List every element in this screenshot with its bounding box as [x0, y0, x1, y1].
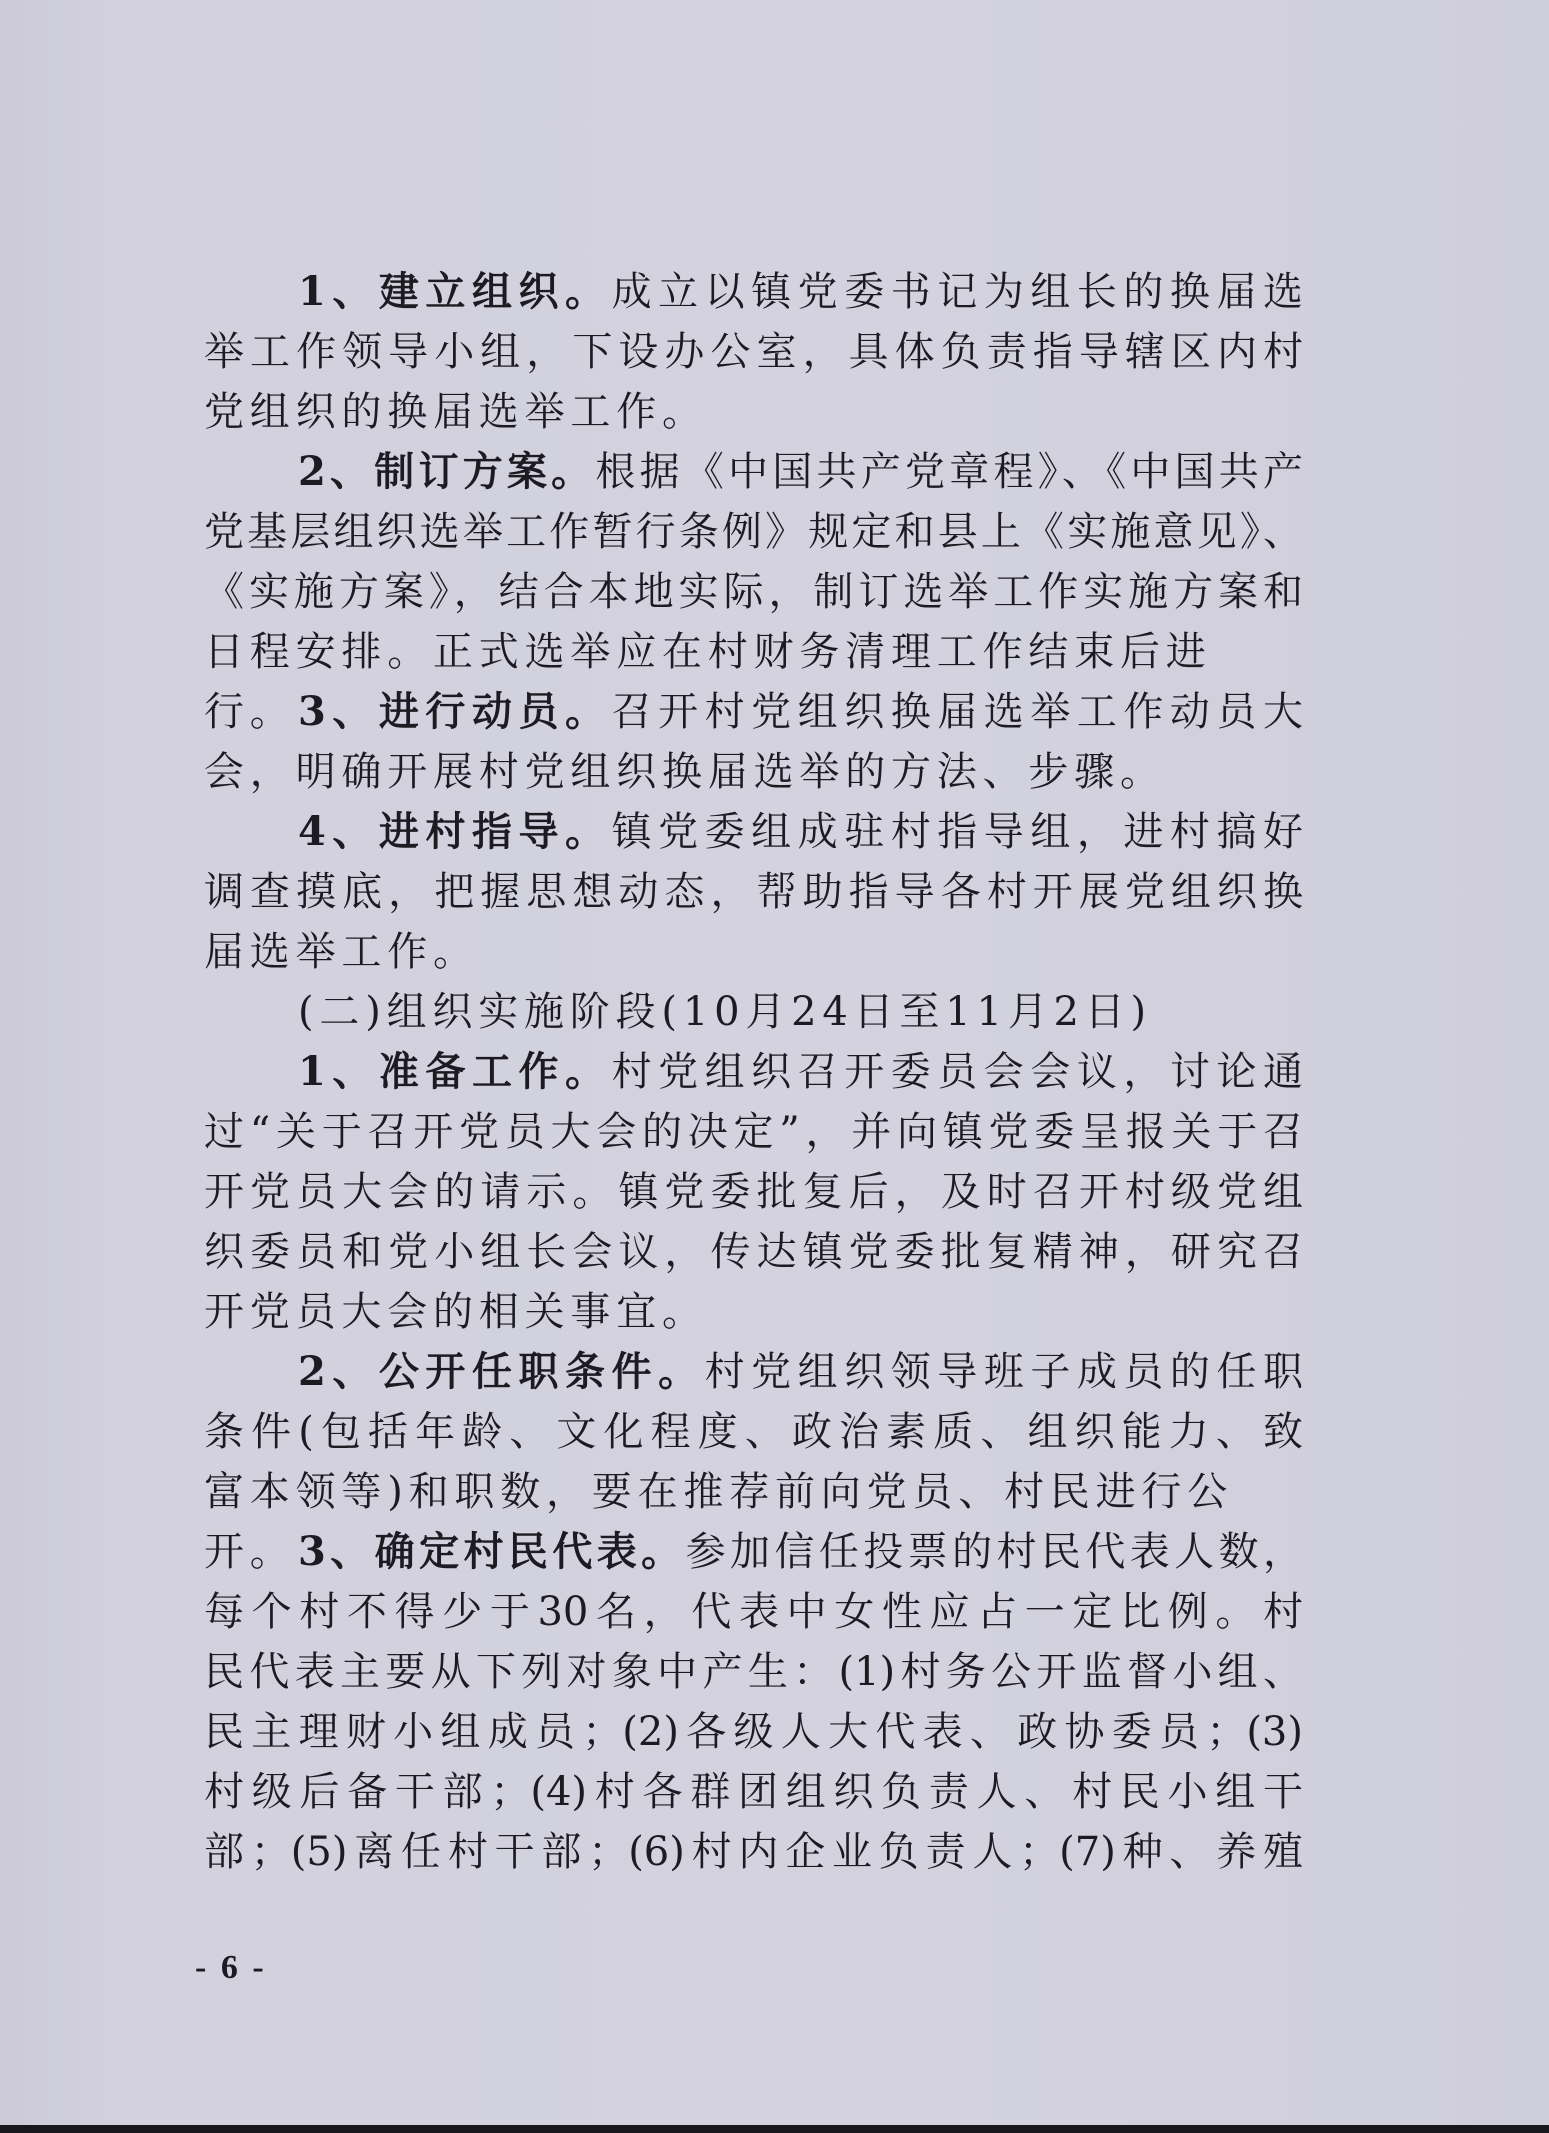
page-number: - 6 -	[195, 1949, 267, 1986]
text-span: 村党组织召开委员会会议，讨论通	[611, 1049, 1303, 1095]
text-line: 开党员大会的相关事宜。	[204, 1289, 708, 1335]
text-span: 召开村党组织换届选举工作动员大	[611, 689, 1303, 735]
item-heading: 3、进行动员。	[298, 688, 612, 735]
paragraph-preparation-work	[204, 1042, 1303, 1342]
paragraph-establish-organization	[204, 262, 1303, 442]
text-line: 村级后备干部；(4)村各群团组织负责人、村民小组干	[204, 1769, 1303, 1815]
text-line: 过“关于召开党员大会的决定”，并向镇党委呈报关于召	[204, 1109, 1303, 1155]
item-heading: 4、进村指导。	[298, 808, 612, 855]
text-line: 党组织的换届选举工作。	[204, 389, 708, 435]
text-span: 村党组织领导班子成员的任职	[704, 1349, 1303, 1395]
text-line: 织委员和党小组长会议，传达镇党委批复精神，研究召	[204, 1229, 1303, 1275]
scan-edge	[0, 2125, 1549, 2133]
text-line: 届选举工作。	[204, 929, 479, 975]
item-heading: 3、确定村民代表。	[298, 1528, 686, 1575]
section-heading-text: (二)组织实施阶段(10月24日至11月2日)	[298, 989, 1152, 1035]
text-line: 民代表主要从下列对象中产生：(1)村务公开监督小组、	[204, 1649, 1303, 1695]
text-line: 《实施方案》，结合本地实际，制订选举工作实施方案和	[204, 569, 1303, 615]
item-heading: 1、准备工作。	[298, 1048, 612, 1095]
text-line	[204, 1042, 1303, 1102]
text-line: 党基层组织选举工作暂行条例》规定和县上《实施意见》、	[204, 509, 1303, 555]
text-line: 日程安排。正式选举应在村财务清理工作结束后进行。	[204, 629, 1212, 735]
text-line: 会，明确开展村党组织换届选举的方法、步骤。	[204, 749, 1166, 795]
paragraph-mobilization	[204, 682, 1303, 802]
text-span: 根据《中国共产党章程》、《中国共产	[595, 449, 1303, 495]
paragraph-village-guidance	[204, 802, 1303, 982]
text-line	[204, 1342, 1303, 1402]
text-span: 成立以镇党委书记为组长的换届选	[611, 269, 1303, 315]
text-line: 富本领等)和职数，要在推荐前向党员、村民进行公开。	[204, 1469, 1234, 1575]
text-line: 开党员大会的请示。镇党委批复后，及时召开村级党组	[204, 1169, 1303, 1215]
text-line: 调查摸底，把握思想动态，帮助指导各村开展党组织换	[204, 869, 1303, 915]
section-heading-implementation-stage	[204, 982, 1303, 1042]
text-line	[204, 262, 1303, 322]
text-line	[204, 442, 1303, 502]
body-text	[204, 262, 1303, 1882]
paragraph-villager-representatives	[204, 1522, 1303, 1882]
item-heading: 2、公开任职条件。	[298, 1348, 705, 1395]
text-line: 每个村不得少于30名，代表中女性应占一定比例。村	[204, 1589, 1303, 1635]
text-span: 参加信任投票的村民代表人数，	[685, 1529, 1303, 1575]
text-line: 举工作领导小组，下设办公室，具体负责指导辖区内村	[204, 329, 1303, 375]
text-line	[204, 802, 1303, 862]
item-heading: 1、建立组织。	[298, 268, 612, 315]
text-span: 镇党委组成驻村指导组，进村搞好	[611, 809, 1303, 855]
text-line: 民主理财小组成员；(2)各级人大代表、政协委员；(3)	[204, 1709, 1303, 1755]
text-line: 部；(5)离任村干部；(6)村内企业负责人；(7)种、养殖	[204, 1829, 1303, 1875]
text-line: 条件(包括年龄、文化程度、政治素质、组织能力、致	[204, 1409, 1303, 1455]
text-line	[204, 1522, 1303, 1582]
text-line	[204, 682, 1303, 742]
item-heading: 2、制订方案。	[298, 448, 596, 495]
